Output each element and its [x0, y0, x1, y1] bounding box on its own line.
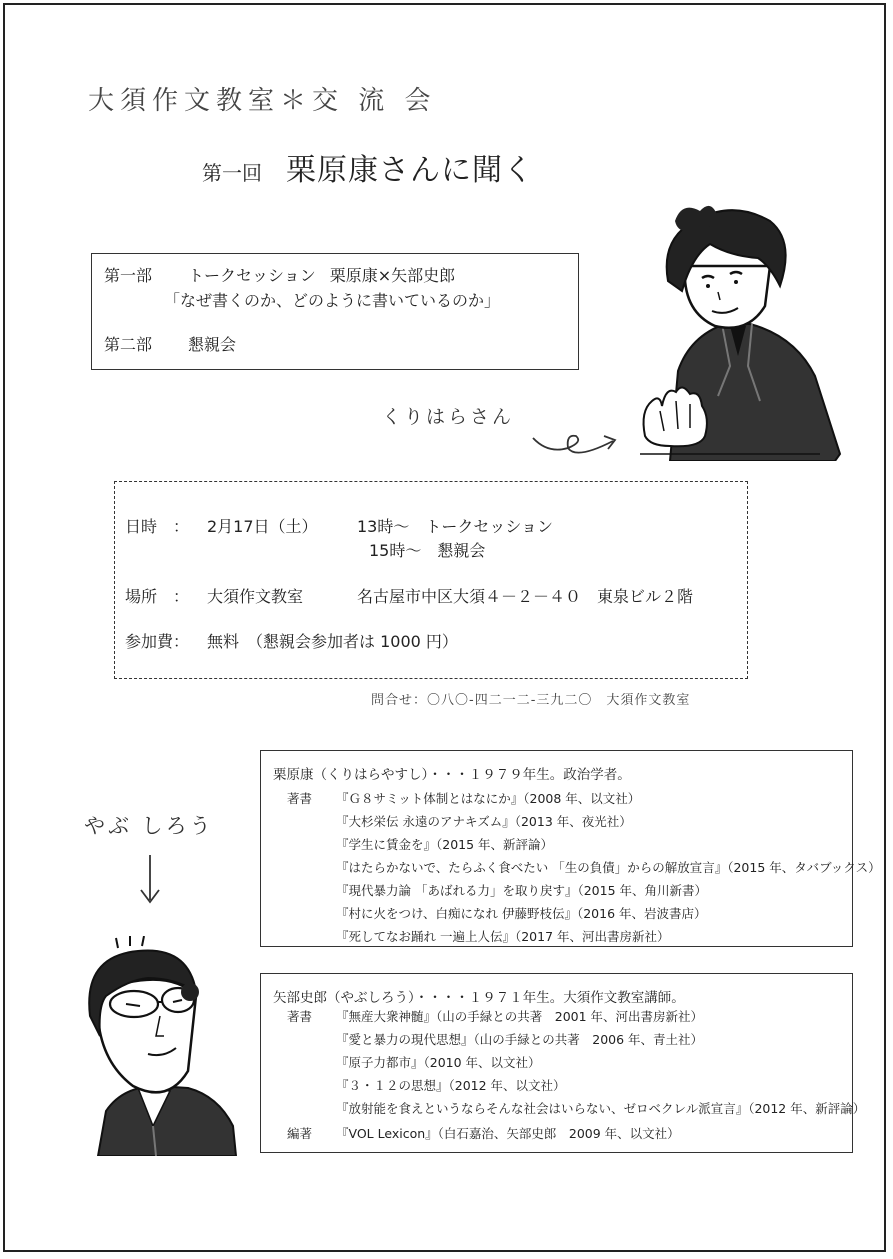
date-label: 日時 ：: [125, 517, 190, 536]
date-row: [125, 514, 553, 537]
book-item: 『愛と暴力の現代思想』（山の手緑との共著 2006 年、青土社）: [336, 1032, 704, 1047]
time-talk: 13時～ トークセッション: [357, 517, 554, 536]
part2-title: 懇親会: [188, 335, 237, 354]
book-item: 『大杉栄伝 永遠のアナキズム』（2013 年、夜光社）: [336, 814, 632, 829]
book-item: 『３・１２の思想』（2012 年、以文社）: [336, 1078, 566, 1093]
book-item: 『Ｇ８サミット体制とはなにか』（2008 年、以文社）: [336, 791, 641, 806]
book-item: 『村に火をつけ、白痴になれ 伊藤野枝伝』（2016 年、岩波書店）: [336, 906, 707, 921]
kurihara-label: くりはらさん: [382, 406, 515, 428]
kurihara-illustration: [630, 196, 845, 461]
bio-kurihara: [260, 750, 881, 947]
place-name: 大須作文教室: [207, 587, 304, 606]
fee-value: 無料 （懇親会参加者は 1000 円）: [207, 632, 458, 651]
session-number: 第一回: [202, 161, 262, 185]
book-item: 『無産大衆神髄』（山の手緑との共著 2001 年、河出書房新社）: [336, 1009, 704, 1024]
part1-label: 第一部: [104, 266, 153, 285]
event-title-line: [202, 145, 534, 189]
yabe-illustration: [78, 936, 243, 1156]
book-item: 『現代暴力論 「あばれる力」を取り戻す』（2015 年、角川新書）: [336, 883, 708, 898]
contact-info: 問合せ：〇八〇-四二一二-三九二〇 大須作文教室: [371, 693, 691, 708]
place-label: 場所 ：: [125, 587, 190, 606]
book-item: 『はたらかないで、たらふく食べたい 「生の負債」からの解放宣言』（2015 年、タバブックス）: [336, 860, 881, 875]
part1-title: トークセッション: [188, 266, 316, 285]
bio-yabe-edited-label: 編著: [287, 1126, 313, 1141]
part1-speakers: 栗原康×矢部史郎: [329, 266, 456, 285]
program-part1: [104, 263, 455, 286]
book-item: 『学生に賃金を』（2015 年、新評論）: [336, 837, 554, 852]
book-item: 『VOL Lexicon』（白石嘉治、矢部史郎 2009 年、以文社）: [336, 1126, 680, 1141]
bio-yabe-header: 矢部史郎（やぶしろう）・・・・１９７１年生。大須作文教室講師。: [273, 990, 685, 1006]
bio-yabe: [260, 973, 866, 1153]
bio-kurihara-works-label: 著書: [287, 791, 313, 806]
book-item: 『放射能を食えというならそんな社会はいらない、ゼロベクレル派宣言』（2012 年、新評論）: [336, 1101, 866, 1116]
arrow-to-kurihara-icon: [528, 426, 623, 466]
fee-label: 参加費：: [125, 632, 190, 651]
place-address: 名古屋市中区大須４－２－４０ 東泉ビル２階: [357, 587, 694, 606]
part1-theme: 「なぜ書くのか、どのように書いているのか」: [164, 291, 501, 310]
book-item: 『死してなお踊れ 一遍上人伝』（2017 年、河出書房新社）: [336, 929, 670, 944]
place-row: [125, 584, 693, 607]
event-title: 栗原康さんに聞く: [286, 153, 534, 188]
event-details-box: [114, 481, 748, 679]
organization-name: 大須作文教室＊交 流 会: [88, 86, 437, 116]
program-box: [91, 253, 579, 370]
time-party: 15時～ 懇親会: [369, 541, 486, 560]
arrow-down-icon: [135, 850, 165, 910]
fee-row: [125, 629, 458, 652]
part2-label: 第二部: [104, 335, 153, 354]
bio-kurihara-header: 栗原康（くりはらやすし）・・・１９７９年生。政治学者。: [273, 767, 631, 783]
program-part2: [104, 332, 236, 355]
book-item: 『原子力都市』（2010 年、以文社）: [336, 1055, 541, 1070]
yabu-label: やぶ しろう: [84, 814, 214, 838]
bio-yabe-works-label: 著書: [287, 1009, 313, 1024]
date-value: 2月17日（土）: [207, 517, 318, 536]
